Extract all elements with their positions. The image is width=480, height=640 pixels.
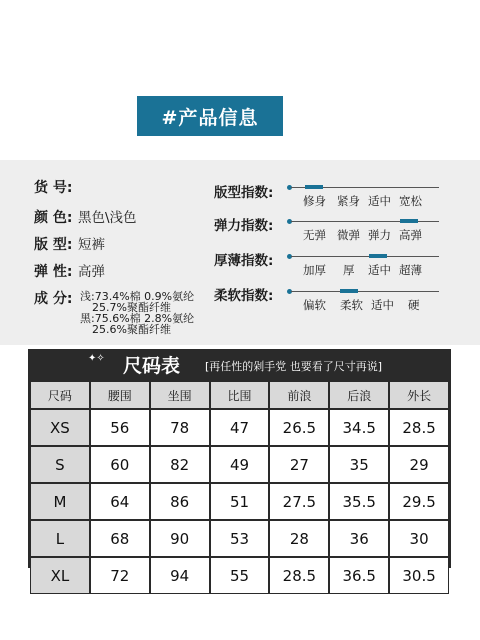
attr-item-no-label: 货 号:	[34, 180, 73, 196]
measurement-cell: 51	[210, 483, 270, 520]
scale-thickness-line	[291, 256, 439, 257]
size-table-header-cell: 外长	[389, 381, 449, 409]
scale-fit-option: 修身	[303, 194, 326, 208]
scale-softness-option: 偏软	[303, 298, 326, 312]
measurement-cell: 53	[210, 520, 270, 557]
scale-thickness-marker	[369, 254, 387, 258]
attr-style-label: 版 型:	[34, 237, 73, 253]
scale-softness-option: 硬	[408, 298, 420, 312]
measurement-cell: 82	[150, 446, 210, 483]
scale-elastic-option: 微弹	[337, 228, 360, 242]
table-row	[30, 409, 449, 446]
table-row	[30, 557, 449, 594]
size-label-cell: XS	[30, 409, 90, 446]
measurement-cell: 68	[90, 520, 150, 557]
measurement-cell: 55	[210, 557, 270, 594]
measurement-cell: 29	[389, 446, 449, 483]
measurement-cell: 30.5	[389, 557, 449, 594]
size-table-header-cell: 尺码	[30, 381, 90, 409]
measurement-cell: 29.5	[389, 483, 449, 520]
measurement-cell: 35	[329, 446, 389, 483]
attr-style-value: 短裤	[78, 237, 105, 253]
measurement-cell: 30	[389, 520, 449, 557]
size-chart-subtitle: [再任性的剁手党 也要看了尺寸再说]	[205, 360, 383, 373]
measurement-cell: 49	[210, 446, 270, 483]
measurement-cell: 36	[329, 520, 389, 557]
scale-thickness-title: 厚薄指数:	[214, 253, 274, 269]
size-label-cell: L	[30, 520, 90, 557]
scale-softness-line	[291, 291, 439, 292]
table-row	[30, 483, 449, 520]
table-row	[30, 520, 449, 557]
size-chart	[28, 349, 451, 585]
product-info-panel	[0, 160, 480, 345]
scale-elastic-option: 弹力	[368, 228, 391, 242]
measurement-cell: 28.5	[389, 409, 449, 446]
scale-softness-option: 适中	[371, 298, 394, 312]
size-table-header-cell: 后浪	[329, 381, 389, 409]
scale-fit-title: 版型指数:	[214, 185, 274, 201]
measurement-cell: 27.5	[269, 483, 329, 520]
table-row	[30, 446, 449, 483]
scale-fit-option: 适中	[368, 194, 391, 208]
scale-softness-title: 柔软指数:	[214, 288, 274, 304]
attr-color-value: 黑色\浅色	[78, 210, 137, 226]
measurement-cell: 86	[150, 483, 210, 520]
attr-elastic	[34, 260, 105, 281]
scale-fit-option: 宽松	[399, 194, 422, 208]
measurement-cell: 34.5	[329, 409, 389, 446]
measurement-cell: 27	[269, 446, 329, 483]
sparkle-icon: ✦✧	[88, 353, 105, 364]
size-table-header-cell: 比围	[210, 381, 270, 409]
measurement-cell: 26.5	[269, 409, 329, 446]
measurement-cell: 47	[210, 409, 270, 446]
fabric-line: 25.7%聚酯纤维	[92, 301, 171, 314]
size-chart-title: 尺码表	[123, 355, 181, 377]
attr-color-label: 颜 色:	[34, 210, 73, 226]
measurement-cell: 78	[150, 409, 210, 446]
measurement-cell: 28	[269, 520, 329, 557]
size-table-header-cell: 腰围	[90, 381, 150, 409]
scale-thickness-option: 厚	[343, 263, 355, 277]
attr-fabric	[34, 288, 78, 308]
attr-elastic-label: 弹 性:	[34, 264, 73, 280]
scale-thickness-option: 适中	[368, 263, 391, 277]
measurement-cell: 72	[90, 557, 150, 594]
measurement-cell: 60	[90, 446, 150, 483]
product-info-banner: #产品信息	[137, 96, 283, 136]
measurement-cell: 36.5	[329, 557, 389, 594]
fabric-line: 25.6%聚酯纤维	[92, 323, 171, 336]
size-table-header-cell: 前浪	[269, 381, 329, 409]
fabric-composition	[80, 291, 194, 335]
scale-elastic-title: 弹力指数:	[214, 218, 274, 234]
scale-thickness-option: 超薄	[399, 263, 422, 277]
scale-thickness-option: 加厚	[303, 263, 326, 277]
scale-fit-option: 紧身	[337, 194, 360, 208]
measurement-cell: 28.5	[269, 557, 329, 594]
measurement-cell: 35.5	[329, 483, 389, 520]
size-table	[30, 381, 449, 594]
scale-softness-option: 柔软	[340, 298, 363, 312]
scale-elastic-option: 无弹	[303, 228, 326, 242]
attr-style	[34, 233, 105, 254]
fabric-line: 黑:75.6%棉 2.8%氨纶	[80, 312, 195, 325]
size-chart-header	[28, 349, 451, 379]
size-label-cell: M	[30, 483, 90, 520]
attr-elastic-value: 高弹	[78, 264, 105, 280]
attr-fabric-label: 成 分:	[34, 291, 73, 307]
scale-softness-marker	[340, 289, 358, 293]
measurement-cell: 94	[150, 557, 210, 594]
measurement-cell: 56	[90, 409, 150, 446]
attr-color	[34, 206, 137, 227]
measurement-cell: 64	[90, 483, 150, 520]
scale-elastic-marker	[400, 219, 418, 223]
size-label-cell: S	[30, 446, 90, 483]
size-table-header-cell: 坐围	[150, 381, 210, 409]
measurement-cell: 90	[150, 520, 210, 557]
size-label-cell: XL	[30, 557, 90, 594]
scale-fit-marker	[305, 185, 323, 189]
scale-elastic-option: 高弹	[399, 228, 422, 242]
size-table-header-row	[30, 381, 449, 409]
attr-item-no	[34, 177, 78, 197]
fabric-line: 浅:73.4%棉 0.9%氨纶	[80, 290, 195, 303]
